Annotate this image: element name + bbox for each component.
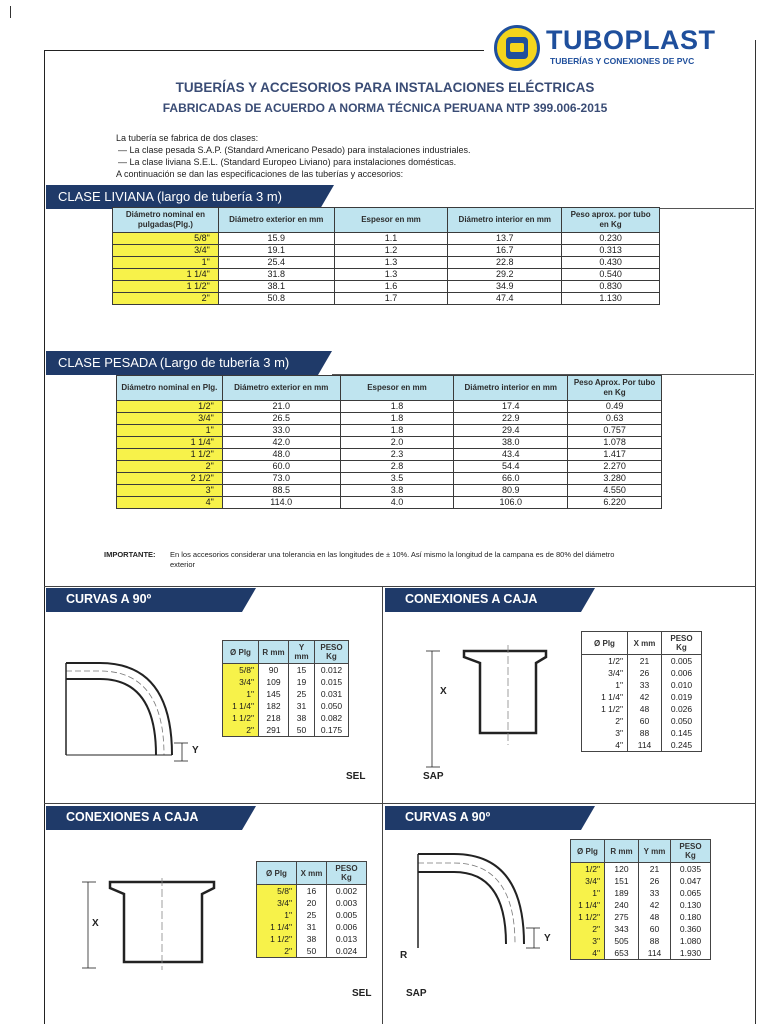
table-cell: 20 <box>297 897 327 909</box>
conexiones-sel-table <box>256 861 367 958</box>
diameter-cell: 1" <box>117 425 223 437</box>
table-cell: 0.245 <box>662 739 702 752</box>
diameter-cell: 3" <box>571 935 605 947</box>
brand-name: TUBOPLAST <box>546 25 716 55</box>
table-cell: 1.130 <box>562 293 660 305</box>
table-row <box>257 885 367 898</box>
intro-line: — La clase liviana S.E.L. (Standard Europeo Liviano) para instalaciones domésticas. <box>118 157 457 167</box>
table-cell: 0.130 <box>671 899 711 911</box>
table-cell: 182 <box>259 700 289 712</box>
table-row <box>257 945 367 958</box>
column-header: Ø Plg <box>223 641 259 664</box>
diameter-cell: 3/4" <box>257 897 297 909</box>
table-row <box>113 257 660 269</box>
table-cell: 1.2 <box>334 245 448 257</box>
table-cell: 88 <box>639 935 671 947</box>
curva-90-sap-drawing <box>414 848 560 958</box>
table-cell: 60.0 <box>222 461 340 473</box>
table-cell: 6.220 <box>568 497 662 509</box>
diameter-cell: 2 1/2" <box>117 473 223 485</box>
column-header: Y mm <box>289 641 315 664</box>
table-cell: 1.3 <box>334 269 448 281</box>
table-cell: 114.0 <box>222 497 340 509</box>
table-cell: 343 <box>605 923 639 935</box>
table-cell: 0.180 <box>671 911 711 923</box>
table-cell: 0.175 <box>315 724 349 737</box>
table-row <box>113 245 660 257</box>
table-cell: 29.2 <box>448 269 562 281</box>
table-cell: 0.63 <box>568 413 662 425</box>
frame-left-border <box>44 50 45 1024</box>
clase-liviana-table <box>112 207 660 305</box>
table-cell: 0.024 <box>327 945 367 958</box>
table-cell: 4.0 <box>340 497 454 509</box>
diameter-cell: 1 1/4" <box>117 437 223 449</box>
dimension-r-label: R <box>400 950 408 961</box>
table-row <box>582 679 702 691</box>
diameter-cell: 3/4" <box>571 875 605 887</box>
column-header: Diámetro interior en mm <box>448 208 562 233</box>
table-cell: 0.002 <box>327 885 367 898</box>
table-cell: 0.006 <box>327 921 367 933</box>
clase-pesada-banner: CLASE PESADA (Largo de tubería 3 m) <box>46 351 318 375</box>
table-row <box>582 739 702 752</box>
table-row <box>117 437 662 449</box>
table-cell: 31.8 <box>218 269 334 281</box>
table-row <box>113 281 660 293</box>
table-cell: 38 <box>297 933 327 945</box>
diameter-cell: 2" <box>257 945 297 958</box>
table-row <box>113 293 660 305</box>
table-cell: 0.015 <box>315 676 349 688</box>
column-divider <box>382 586 383 1024</box>
frame-right-border <box>755 40 756 1024</box>
table-cell: 48 <box>639 911 671 923</box>
table-cell: 54.4 <box>454 461 568 473</box>
table-cell: 26 <box>628 667 662 679</box>
diameter-cell: 1 1/4" <box>582 691 628 703</box>
table-row <box>223 724 349 737</box>
table-row <box>117 413 662 425</box>
table-cell: 50 <box>297 945 327 958</box>
clase-liviana-banner: CLASE LIVIANA (largo de tubería 3 m) <box>46 185 320 209</box>
table-row <box>113 233 660 245</box>
table-cell: 17.4 <box>454 401 568 413</box>
table-cell: 33.0 <box>222 425 340 437</box>
table-row <box>582 703 702 715</box>
table-cell: 47.4 <box>448 293 562 305</box>
table-cell: 3.280 <box>568 473 662 485</box>
frame-top-border <box>44 50 484 51</box>
table-cell: 0.003 <box>327 897 367 909</box>
diameter-cell: 5/8" <box>223 664 259 677</box>
table-cell: 22.9 <box>454 413 568 425</box>
table-cell: 0.005 <box>662 655 702 668</box>
table-row <box>571 887 711 899</box>
table-cell: 90 <box>259 664 289 677</box>
column-header: Y mm <box>639 840 671 863</box>
table-row <box>571 911 711 923</box>
table-cell: 240 <box>605 899 639 911</box>
table-cell: 0.757 <box>568 425 662 437</box>
table-cell: 0.050 <box>662 715 702 727</box>
table-cell: 0.830 <box>562 281 660 293</box>
table-row <box>571 899 711 911</box>
table-row <box>223 712 349 724</box>
intro-text <box>116 132 471 180</box>
section-divider <box>44 586 756 587</box>
table-cell: 21.0 <box>222 401 340 413</box>
table-cell: 34.9 <box>448 281 562 293</box>
table-row <box>223 664 349 677</box>
table-cell: 189 <box>605 887 639 899</box>
table-cell: 1.8 <box>340 425 454 437</box>
diameter-cell: 1/2" <box>117 401 223 413</box>
table-cell: 38 <box>289 712 315 724</box>
table-cell: 653 <box>605 947 639 960</box>
table-row <box>582 727 702 739</box>
table-cell: 19.1 <box>218 245 334 257</box>
footer-code: SAP <box>406 988 427 999</box>
table-cell: 16 <box>297 885 327 898</box>
column-header: Espesor en mm <box>340 376 454 401</box>
curvas-sel-table <box>222 640 349 737</box>
diameter-cell: 1 1/4" <box>257 921 297 933</box>
scan-mark <box>10 6 11 18</box>
curvas-sel-banner: CURVAS A 90º <box>46 588 242 612</box>
conexion-caja-sap-drawing <box>420 645 560 775</box>
table-cell: 0.047 <box>671 875 711 887</box>
table-cell: 0.065 <box>671 887 711 899</box>
sub-title: FABRICADAS DE ACUERDO A NORMA TÉCNICA PERUANA NTP 399.006-2015 <box>162 101 608 115</box>
table-cell: 145 <box>259 688 289 700</box>
table-cell: 1.7 <box>334 293 448 305</box>
table-cell: 25 <box>297 909 327 921</box>
curvas-sap-banner: CURVAS A 90º <box>385 806 581 830</box>
column-header: Peso aprox. por tubo en Kg <box>562 208 660 233</box>
table-cell: 88.5 <box>222 485 340 497</box>
table-cell: 42 <box>628 691 662 703</box>
column-header: Diámetro interior en mm <box>454 376 568 401</box>
table-cell: 1.930 <box>671 947 711 960</box>
table-cell: 50 <box>289 724 315 737</box>
diameter-cell: 4" <box>582 739 628 752</box>
table-row <box>257 933 367 945</box>
table-cell: 43.4 <box>454 449 568 461</box>
table-cell: 31 <box>289 700 315 712</box>
column-header: Ø Plg <box>257 862 297 885</box>
table-cell: 0.145 <box>662 727 702 739</box>
table-row <box>257 921 367 933</box>
table-cell: 29.4 <box>454 425 568 437</box>
table-cell: 31 <box>297 921 327 933</box>
table-cell: 3.5 <box>340 473 454 485</box>
table-row <box>117 449 662 461</box>
diameter-cell: 4" <box>117 497 223 509</box>
footer-code: SEL <box>346 771 366 782</box>
dimension-y-label: Y <box>192 745 199 756</box>
table-cell: 218 <box>259 712 289 724</box>
tuboplast-logo <box>494 24 742 72</box>
table-cell: 0.082 <box>315 712 349 724</box>
dimension-x-label: X <box>440 686 447 697</box>
table-cell: 291 <box>259 724 289 737</box>
diameter-cell: 3" <box>582 727 628 739</box>
table-row <box>571 875 711 887</box>
conexiones-sap-banner: CONEXIONES A CAJA <box>385 588 581 612</box>
table-cell: 25 <box>289 688 315 700</box>
table-cell: 120 <box>605 863 639 876</box>
table-cell: 26.5 <box>222 413 340 425</box>
intro-line: La tubería se fabrica de dos clases: <box>116 133 259 143</box>
column-header: Diámetro exterior en mm <box>218 208 334 233</box>
logo-emblem-icon <box>494 25 540 71</box>
table-row <box>223 676 349 688</box>
note-text: En los accesorios considerar una tolerancia en las longitudes de ± 10%. Así mismo la longitud de la campana es de 80% del diámetro exterior <box>170 550 615 569</box>
column-header: Diámetro exterior en mm <box>222 376 340 401</box>
table-cell: 19 <box>289 676 315 688</box>
table-cell: 38.0 <box>454 437 568 449</box>
table-cell: 2.0 <box>340 437 454 449</box>
table-cell: 106.0 <box>454 497 568 509</box>
table-cell: 1.8 <box>340 401 454 413</box>
diameter-cell: 2" <box>117 461 223 473</box>
column-header: Ø Plg <box>571 840 605 863</box>
diameter-cell: 5/8" <box>257 885 297 898</box>
table-cell: 26 <box>639 875 671 887</box>
diameter-cell: 1" <box>113 257 219 269</box>
table-cell: 0.035 <box>671 863 711 876</box>
diameter-cell: 3" <box>117 485 223 497</box>
table-cell: 114 <box>628 739 662 752</box>
diameter-cell: 1/2" <box>582 655 628 668</box>
table-row <box>571 923 711 935</box>
diameter-cell: 2" <box>223 724 259 737</box>
diameter-cell: 2" <box>582 715 628 727</box>
diameter-cell: 3/4" <box>113 245 219 257</box>
table-row <box>571 863 711 876</box>
table-cell: 151 <box>605 875 639 887</box>
table-cell: 275 <box>605 911 639 923</box>
table-cell: 1.080 <box>671 935 711 947</box>
curva-90-sel-drawing <box>60 655 210 765</box>
table-row <box>571 935 711 947</box>
table-cell: 21 <box>639 863 671 876</box>
diameter-cell: 3/4" <box>117 413 223 425</box>
table-row <box>117 497 662 509</box>
table-cell: 1.078 <box>568 437 662 449</box>
table-cell: 88 <box>628 727 662 739</box>
brand-tagline: TUBERÍAS Y CONEXIONES DE PVC <box>550 56 695 66</box>
table-cell: 1.6 <box>334 281 448 293</box>
column-header: X mm <box>297 862 327 885</box>
table-cell: 13.7 <box>448 233 562 245</box>
diameter-cell: 2" <box>113 293 219 305</box>
table-row <box>257 897 367 909</box>
diameter-cell: 2" <box>571 923 605 935</box>
column-header: PESO Kg <box>315 641 349 664</box>
column-header: X mm <box>628 632 662 655</box>
diameter-cell: 1 1/2" <box>582 703 628 715</box>
column-header: PESO Kg <box>671 840 711 863</box>
main-title: TUBERÍAS Y ACCESORIOS PARA INSTALACIONES ELÉCTRICAS <box>175 80 595 95</box>
table-row <box>117 485 662 497</box>
diameter-cell: 5/8" <box>113 233 219 245</box>
table-cell: 1.3 <box>334 257 448 269</box>
diameter-cell: 1 1/2" <box>223 712 259 724</box>
diameter-cell: 1" <box>223 688 259 700</box>
table-row <box>117 401 662 413</box>
diameter-cell: 1 1/4" <box>113 269 219 281</box>
table-cell: 0.050 <box>315 700 349 712</box>
table-cell: 16.7 <box>448 245 562 257</box>
table-row <box>257 909 367 921</box>
diameter-cell: 1 1/2" <box>113 281 219 293</box>
table-cell: 60 <box>628 715 662 727</box>
table-cell: 38.1 <box>218 281 334 293</box>
table-cell: 42.0 <box>222 437 340 449</box>
column-header: PESO Kg <box>327 862 367 885</box>
table-cell: 0.360 <box>671 923 711 935</box>
table-cell: 22.8 <box>448 257 562 269</box>
table-cell: 25.4 <box>218 257 334 269</box>
dimension-y-label: Y <box>544 933 551 944</box>
table-cell: 0.026 <box>662 703 702 715</box>
table-row <box>113 269 660 281</box>
table-cell: 0.313 <box>562 245 660 257</box>
section-divider <box>44 803 756 804</box>
table-cell: 0.430 <box>562 257 660 269</box>
table-cell: 0.540 <box>562 269 660 281</box>
intro-line: — La clase pesada S.A.P. (Standard Americano Pesado) para instalaciones industriales. <box>118 145 471 155</box>
table-cell: 4.550 <box>568 485 662 497</box>
table-cell: 0.006 <box>662 667 702 679</box>
column-header: Espesor en mm <box>334 208 448 233</box>
diameter-cell: 1 1/2" <box>257 933 297 945</box>
diameter-cell: 4" <box>571 947 605 960</box>
table-row <box>223 700 349 712</box>
table-cell: 1.1 <box>334 233 448 245</box>
table-row <box>117 425 662 437</box>
table-row <box>571 947 711 960</box>
table-row <box>582 655 702 668</box>
table-cell: 0.013 <box>327 933 367 945</box>
column-header: R mm <box>605 840 639 863</box>
table-cell: 3.8 <box>340 485 454 497</box>
table-cell: 1.417 <box>568 449 662 461</box>
diameter-cell: 1" <box>257 909 297 921</box>
table-cell: 0.019 <box>662 691 702 703</box>
column-header: Ø Plg <box>582 632 628 655</box>
curvas-sap-table <box>570 839 711 960</box>
diameter-cell: 1 1/2" <box>571 911 605 923</box>
footer-code: SAP <box>423 771 444 782</box>
intro-line: A continuación se dan las especificaciones de las tuberías y accesorios: <box>116 169 404 179</box>
clase-pesada-table <box>116 375 662 509</box>
table-cell: 0.230 <box>562 233 660 245</box>
table-cell: 1.8 <box>340 413 454 425</box>
diameter-cell: 3/4" <box>223 676 259 688</box>
conexiones-sap-table <box>581 631 702 752</box>
table-cell: 0.005 <box>327 909 367 921</box>
table-cell: 60 <box>639 923 671 935</box>
diameter-cell: 1" <box>582 679 628 691</box>
column-header: Peso Aprox. Por tubo en Kg <box>568 376 662 401</box>
table-cell: 114 <box>639 947 671 960</box>
table-cell: 73.0 <box>222 473 340 485</box>
table-cell: 0.012 <box>315 664 349 677</box>
table-row <box>117 461 662 473</box>
table-cell: 0.010 <box>662 679 702 691</box>
diameter-cell: 1 1/2" <box>117 449 223 461</box>
table-cell: 0.031 <box>315 688 349 700</box>
table-cell: 21 <box>628 655 662 668</box>
diameter-cell: 1" <box>571 887 605 899</box>
table-cell: 33 <box>639 887 671 899</box>
table-cell: 66.0 <box>454 473 568 485</box>
table-row <box>582 691 702 703</box>
conexiones-sel-banner: CONEXIONES A CAJA <box>46 806 242 830</box>
table-cell: 50.8 <box>218 293 334 305</box>
note-label: IMPORTANTE: <box>104 550 156 559</box>
table-cell: 505 <box>605 935 639 947</box>
table-cell: 15.9 <box>218 233 334 245</box>
table-cell: 48.0 <box>222 449 340 461</box>
table-cell: 80.9 <box>454 485 568 497</box>
diameter-cell: 1/2" <box>571 863 605 876</box>
table-cell: 2.8 <box>340 461 454 473</box>
dimension-x-label: X <box>92 918 99 929</box>
table-row <box>223 688 349 700</box>
column-header: R mm <box>259 641 289 664</box>
diameter-cell: 1 1/4" <box>223 700 259 712</box>
table-cell: 33 <box>628 679 662 691</box>
column-header: PESO Kg <box>662 632 702 655</box>
table-cell: 2.3 <box>340 449 454 461</box>
table-cell: 109 <box>259 676 289 688</box>
table-cell: 0.49 <box>568 401 662 413</box>
diameter-cell: 1 1/4" <box>571 899 605 911</box>
table-cell: 2.270 <box>568 461 662 473</box>
table-row <box>117 473 662 485</box>
footer-code: SEL <box>352 988 372 999</box>
column-header: Diámetro nominal en Plg. <box>117 376 223 401</box>
table-cell: 15 <box>289 664 315 677</box>
column-header: Diámetro nominal en pulgadas(Plg.) <box>113 208 219 233</box>
diameter-cell: 3/4" <box>582 667 628 679</box>
table-row <box>582 715 702 727</box>
table-cell: 48 <box>628 703 662 715</box>
table-row <box>582 667 702 679</box>
table-cell: 42 <box>639 899 671 911</box>
